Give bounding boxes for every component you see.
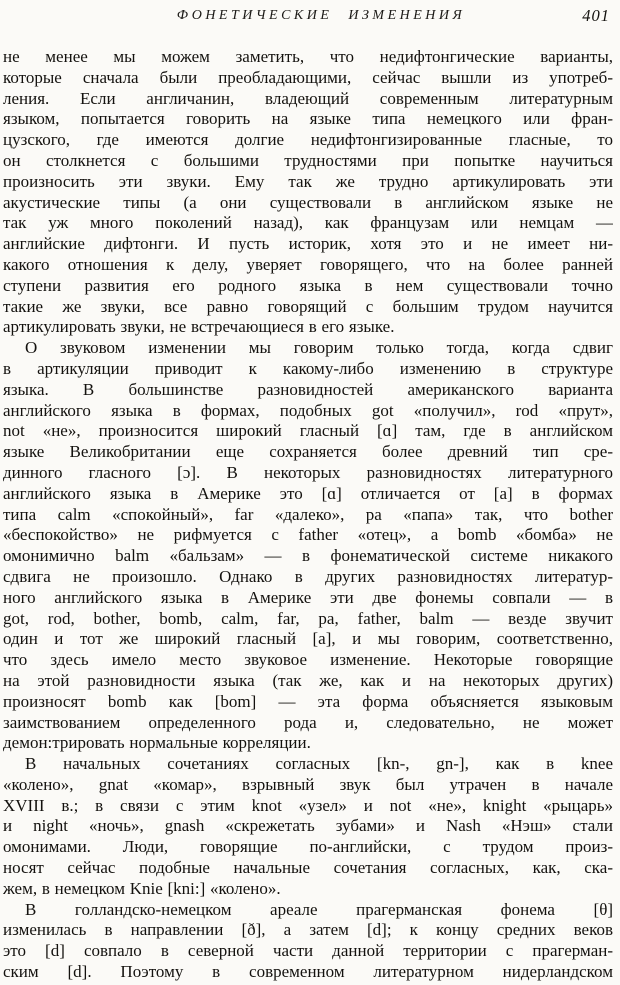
page-header bbox=[3, 8, 613, 30]
running-title: ФОНЕТИЧЕСКИЕ ИЗМЕНЕНИЯ bbox=[176, 8, 466, 23]
text-line: ским [d]. Поэтому в современном литературном нидерландском bbox=[3, 962, 613, 982]
text-line: ступени развития его родного языка в нем существовали точно bbox=[3, 275, 613, 295]
text-line: ления. Если англичанин, владеющий современным литературным bbox=[3, 88, 613, 108]
text-line: омонимично balm «бальзам» — в фонематической системе никакого bbox=[3, 546, 613, 566]
text-line: «беспокойство» не рифмуется с father «отец», а bomb «бомба» не bbox=[3, 525, 613, 545]
page-body bbox=[3, 47, 613, 983]
text-line: и night «ночь», gnash «скрежетать зубами» и Nash «Нэш» стали bbox=[3, 816, 613, 836]
text-line: языке Великобритании еще сохраняется более древний тип сре- bbox=[3, 442, 613, 462]
text-line: изменилась в направлении [ð], а затем [d]; к концу средних веков bbox=[3, 920, 613, 940]
text-line: жем, в немецком Knie [kni:] «колено». bbox=[3, 878, 281, 898]
text-line: на этой разновидности языка (так же, как и на некоторых других) bbox=[3, 670, 613, 690]
text-line: языком, попытается говорить на языке типа немецкого или фран- bbox=[3, 109, 613, 129]
text-line: английского языка в формах, подобных got «получил», rod «прут», bbox=[3, 400, 613, 420]
text-line: ного английского языка в Америке эти две фонемы совпали — в bbox=[3, 587, 613, 607]
text-line: языка. В большинстве разновидностей американского варианта bbox=[3, 379, 613, 399]
text-line: XVIII в.; в связи с этим knot «узел» и not «не», knight «рыцарь» bbox=[3, 795, 613, 815]
text-line: так уж много поколений назад), как французам или немцам — bbox=[3, 213, 613, 233]
paragraph bbox=[3, 900, 613, 983]
text-line: артикулировать звуки, не встречающиеся в его языке. bbox=[3, 317, 395, 337]
paragraph bbox=[3, 754, 613, 900]
text-line: в артикуляции приводит к какому-либо изменению в структуре bbox=[3, 358, 613, 378]
text-line: произносить эти звуки. Ему так же трудно артикулировать эти bbox=[3, 171, 613, 191]
text-line: О звуковом изменении мы говорим только тогда, когда сдвиг bbox=[25, 338, 613, 358]
text-line: английские дифтонги. И пусть историк, хотя это и не имеет ни- bbox=[3, 234, 613, 254]
text-line: такие же звуки, все равно говорящий с большим трудом научится bbox=[3, 296, 613, 316]
paragraph bbox=[3, 338, 613, 754]
text-line: типа calm «спокойный», far «далеко», pa «папа» так, что bother bbox=[3, 504, 613, 524]
text-line: это [d] совпало в северной части данной территории с прагерман- bbox=[3, 941, 613, 961]
text-line: он столкнется с большими трудностями при попытке научиться bbox=[3, 150, 613, 170]
text-line: цузского, где имеются долгие недифтонгизированные гласные, то bbox=[3, 130, 613, 150]
text-line: динного гласного [ɔ]. В некоторых разновидностях литературного bbox=[3, 462, 613, 482]
text-line: один и тот же широкий гласный [a], и мы говорим, соответственно, bbox=[3, 629, 613, 649]
text-line: not «не», произносится широкий гласный [ɑ] там, где в английском bbox=[3, 421, 613, 441]
text-line: демон:трировать нормальные корреляции. bbox=[3, 733, 311, 753]
text-line: произносят bomb как [bom] — эта форма объясняется языковым bbox=[3, 691, 613, 711]
text-line: английского языка в Америке это [ɑ] отличается от [a] в формах bbox=[3, 483, 613, 503]
text-line: got, rod, bother, bomb, calm, far, pa, father, balm — везде звучит bbox=[3, 608, 613, 628]
text-line: сдвига не произошло. Однако в других разновидностях литератур- bbox=[3, 566, 613, 586]
text-line: «колено», gnat «комар», взрывный звук был утрачен в начале bbox=[3, 774, 613, 794]
paragraph bbox=[3, 47, 613, 338]
text-line: что здесь имело место звуковое изменение. Некоторые говорящие bbox=[3, 650, 613, 670]
text-line: омонимами. Люди, говорящие по-английски, с трудом произ- bbox=[3, 837, 613, 857]
text-line: заимствованием определенного рода и, следовательно, не может bbox=[3, 712, 613, 732]
text-line: не менее мы можем заметить, что недифтонгические варианты, bbox=[3, 47, 613, 66]
text-line: В начальных сочетаниях согласных [kn-, gn-], как в knee bbox=[25, 754, 613, 774]
text-line: какого отношения к делу, уверяет говорящего, что на более ранней bbox=[3, 254, 613, 274]
page-number: 401 bbox=[582, 6, 610, 25]
text-line: которые сначала были преобладающими, сейчас вышли из употреб- bbox=[3, 67, 613, 87]
text-line: акустические типы (а они существовали в английском языке не bbox=[3, 192, 613, 212]
text-line: В голландско-немецком ареале прагерманская фонема [θ] bbox=[25, 899, 613, 919]
text-line: носят сейчас подобные начальные сочетания согласных, как, ска- bbox=[3, 858, 613, 878]
